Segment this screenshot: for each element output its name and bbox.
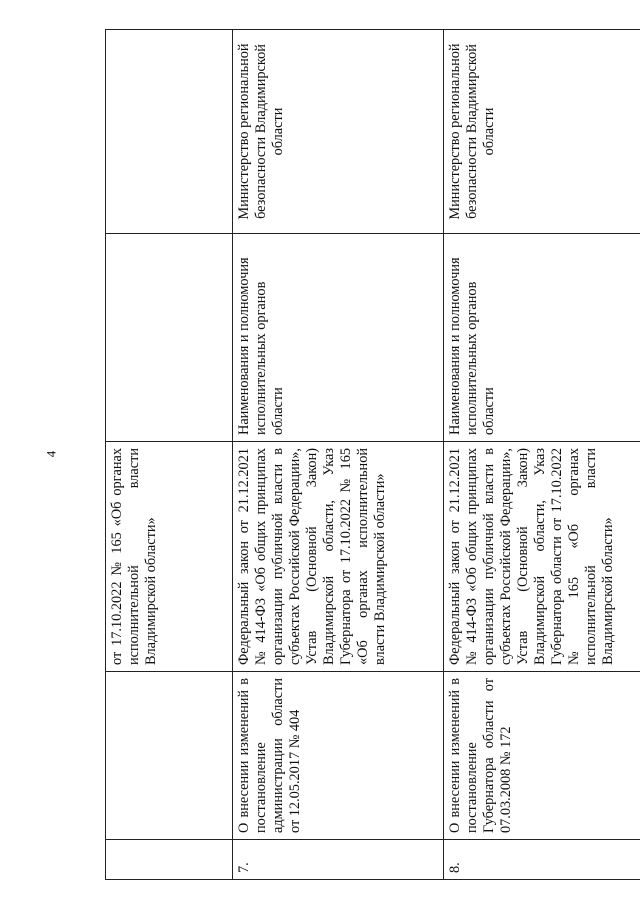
row-number-cell: 8. [444,840,640,880]
act-name-cell: О внесении изменений в постановление администрации области от 12.05.2017 № 404 [233,672,444,840]
act-name-cell: О внесении изменений в постановление Губернатора области от 07.03.2008 № 172 [444,672,640,840]
responsible-body-cell: Министерство региональной безопасности Владимирской области [233,30,444,234]
legal-basis-cell: Федеральный закон от 21.12.2021 № 414-ФЗ «Об общих принципах организации публичной власти в субъектах Российской Федерации», Устав (Основной Закон) Владимирской области, Указ Губернатора области от 17.10.2022 № 165 «Об органах исполнительной власти Владимирской области» [444,442,640,672]
responsible-body-cell [106,30,233,234]
legal-basis-cell: от 17.10.2022 № 165 «Об органах исполнительной власти Владимирской области» [106,442,233,672]
subject-cell: Наименования и полномочия исполнительных органов области [444,234,640,442]
row-number-cell: 7. [233,840,444,880]
table-row [106,30,233,880]
document-table [105,29,640,880]
subject-cell: Наименования и полномочия исполнительных органов области [233,234,444,442]
legal-basis-cell: Федеральный закон от 21.12.2021 № 414-ФЗ «Об общих принципах организации публичной власти в субъектах Российской Федерации», Устав (Основной Закон) Владимирской области, Указ Губернатора от 17.10.2022 № 165 «Об органах исполнительной власти Владимирской области» [233,442,444,672]
page-number: 4 [43,450,59,458]
responsible-body-cell: Министерство региональной безопасности Владимирской области [444,30,640,234]
table-container [105,30,640,880]
act-name-cell [106,672,233,840]
subject-cell [106,234,233,442]
row-number-cell [106,840,233,880]
table-row [233,30,444,880]
rotated-table-wrapper [105,30,640,880]
table-row [444,30,640,880]
